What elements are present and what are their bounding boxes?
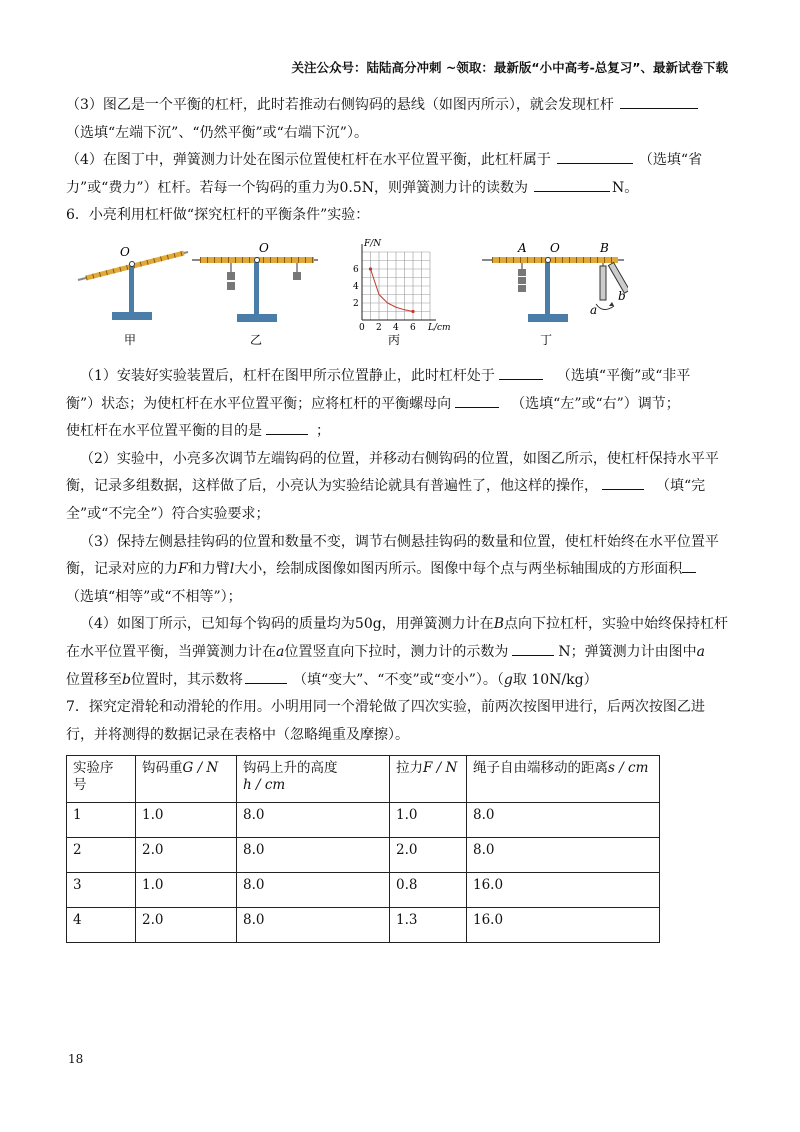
text: 衡”）状态；为使杠杆在水平位置平衡；应将杠杆的平衡螺母向 xyxy=(66,395,452,412)
table-cell: 8.0 xyxy=(467,803,660,838)
table-cell: 16.0 xyxy=(467,908,660,943)
table-cell: 8.0 xyxy=(237,908,390,943)
q7-title-line2: 行，并将测得的数据记录在表格中（忽略绳重及摩擦）。 xyxy=(66,726,409,743)
text: 衡，记录多组数据，这样做了后，小亮认为实验结论就具有普遍性了，他这样的操作， xyxy=(66,478,598,495)
text: 钩码重 xyxy=(142,760,183,777)
text: F / N xyxy=(423,760,458,777)
table-cell: 1.0 xyxy=(136,803,237,838)
text: ； xyxy=(316,423,330,440)
text: （选填“左”或“右”）调节； xyxy=(511,395,680,412)
table-cell: 8.0 xyxy=(467,838,660,873)
page-content xyxy=(66,92,738,943)
var-b: b xyxy=(122,671,131,688)
answer-blank[interactable] xyxy=(455,392,499,408)
text: 在水平位置平衡，当弹簧测力计在 xyxy=(66,643,276,660)
figure-label: 甲 xyxy=(124,332,137,347)
text: 绳子自由端移动的距离 xyxy=(473,760,608,777)
table-cell: 8.0 xyxy=(237,838,390,873)
text: 大小，绘制成图像如图丙所示。图像中每个点与两坐标轴围成的方形面积 xyxy=(234,561,683,578)
label-A: A xyxy=(518,240,527,255)
figure-label: 丙 xyxy=(388,332,401,347)
data-point xyxy=(411,310,414,313)
text: 实验序 xyxy=(73,760,114,777)
var-a: a xyxy=(276,643,285,660)
answer-blank[interactable] xyxy=(266,419,308,435)
answer-blank[interactable] xyxy=(620,93,698,109)
data-point xyxy=(369,267,372,270)
header-cell xyxy=(136,756,237,803)
table-cell: 2.0 xyxy=(136,908,237,943)
page-number: 18 xyxy=(68,1052,84,1066)
answer-blank[interactable] xyxy=(557,148,633,164)
figure-ding xyxy=(478,236,628,351)
q7-data-table xyxy=(66,755,660,943)
q6-part4-line3 xyxy=(66,667,738,695)
text: h / cm xyxy=(243,777,286,794)
table-row xyxy=(67,803,660,838)
table-header-row xyxy=(67,756,660,803)
q6-part3-line3: （选填“相等”或“不相等”）； xyxy=(66,588,242,605)
text: 位置时，其示数将 xyxy=(130,671,243,688)
text: N；弹簧测力计由图中 xyxy=(558,643,697,660)
curve-line xyxy=(371,269,414,312)
label-B: B xyxy=(600,240,609,255)
q6-part1-line2 xyxy=(66,391,738,419)
header-cell xyxy=(67,756,136,803)
x-tick-label: 0 xyxy=(359,322,365,333)
text: （4）如图丁所示，已知每个钩码的质量均为50g，用弹簧测力计在 xyxy=(80,616,494,633)
table-cell: 4 xyxy=(67,908,136,943)
text: （选填“平衡”或“非平 xyxy=(556,367,691,384)
q6-part1-line1 xyxy=(66,363,738,391)
text: N。 xyxy=(612,179,639,196)
table-cell: 1.0 xyxy=(390,803,467,838)
text: 力”或“费力”）杠杆。若每一个钩码的重力为0.5N，则弹簧测力计的读数为 xyxy=(66,179,528,196)
figure-bing-graph xyxy=(336,236,466,351)
text: （3）图乙是一个平衡的杠杆，此时若推动右侧钩码的悬线（如图丙所示），就会发现杠杆 xyxy=(66,97,614,113)
answer-blank[interactable] xyxy=(534,176,610,192)
text: 拉力 xyxy=(396,760,423,777)
text: 钩码上升的高度 xyxy=(243,760,338,777)
table-cell: 8.0 xyxy=(237,803,390,838)
text: （4）在图丁中，弹簧测力计处在图示位置使杠杆在水平位置平衡，此杠杆属于 xyxy=(66,152,551,169)
x-tick-label: 6 xyxy=(410,322,416,333)
var-g: g xyxy=(503,671,513,688)
text: s / cm xyxy=(608,760,649,777)
q6-part4-line2 xyxy=(66,639,738,667)
q6-part3-line2 xyxy=(66,556,738,584)
text: 衡，记录对应的力 xyxy=(66,561,178,578)
table-row xyxy=(67,908,660,943)
text: G / N xyxy=(182,760,219,777)
answer-blank[interactable] xyxy=(512,640,554,656)
q6-figures xyxy=(66,236,738,351)
table-cell: 3 xyxy=(67,873,136,908)
label-a: a xyxy=(590,302,598,317)
text: 号 xyxy=(73,777,87,794)
var-B: B xyxy=(493,616,504,633)
answer-blank[interactable] xyxy=(245,668,287,684)
table-row xyxy=(67,838,660,873)
text: 和力臂 xyxy=(187,561,230,578)
y-tick-label: 2 xyxy=(353,298,359,309)
table-row xyxy=(67,873,660,908)
q5-part3-line2: （选填“左端下沉”、“仍然平衡”或“右端下沉”）。 xyxy=(66,124,368,141)
label-O: O xyxy=(550,240,560,255)
q6-title: 6．小亮利用杠杆做“探究杠杆的平衡条件”实验： xyxy=(66,207,370,224)
table-cell: 8.0 xyxy=(237,873,390,908)
table-cell: 0.8 xyxy=(390,873,467,908)
text: （填“完 xyxy=(656,478,706,495)
q5-part4-line2 xyxy=(66,175,738,203)
text: （1）安装好实验装置后，杠杆在图甲所示位置静止，此时杠杆处于 xyxy=(80,367,495,384)
table-cell: 1.3 xyxy=(390,908,467,943)
table-cell: 2.0 xyxy=(390,838,467,873)
x-tick-label: 4 xyxy=(393,322,399,333)
q6-part1-line3 xyxy=(66,418,738,446)
header-cell xyxy=(467,756,660,803)
var-a: a xyxy=(696,643,705,660)
text: 位置移至 xyxy=(66,671,122,688)
figure-yi xyxy=(190,236,320,351)
text: 使杠杆在水平位置平衡的目的是 xyxy=(66,423,262,440)
answer-blank[interactable] xyxy=(499,364,543,380)
q5-part4-line1 xyxy=(66,147,738,175)
x-axis-label: L/cm xyxy=(428,322,451,333)
q5-part3-line1 xyxy=(66,92,738,120)
x-tick-label: 2 xyxy=(376,322,382,333)
q6-part2-line1: （2）实验中，小亮多次调节左端钩码的位置，并移动右侧钩码的位置，如图乙所示，使杠杆保持水平平 xyxy=(80,450,719,467)
figure-label: 丁 xyxy=(540,332,553,347)
answer-blank[interactable] xyxy=(682,557,696,573)
q6-part2-line2 xyxy=(66,473,738,501)
text: （填“变大”、“不变”或“变小”）。（ xyxy=(292,671,504,688)
table-cell: 2 xyxy=(67,838,136,873)
figure-label: 乙 xyxy=(250,332,263,347)
label-O: O xyxy=(120,244,130,259)
table-cell: 2.0 xyxy=(136,838,237,873)
text: 点向下拉杠杆，实验中始终保持杠杆 xyxy=(503,616,728,633)
text: 取 10N/kg） xyxy=(512,671,598,688)
header-cell xyxy=(237,756,390,803)
text: 位置竖直向下拉时，测力计的示数为 xyxy=(284,643,509,660)
table-cell: 1 xyxy=(67,803,136,838)
var-F: F xyxy=(178,561,188,578)
page-header: 关注公众号：陆陆高分冲刺 ~领取：最新版“小中高考-总复习”、最新试卷下载 xyxy=(291,60,728,75)
q6-part3-line1: （3）保持左侧悬挂钩码的位置和数量不变，调节右侧悬挂钩码的数量和位置，使杠杆始终在水平位置平 xyxy=(80,533,719,550)
label-b: b xyxy=(618,288,626,303)
text: （选填“省 xyxy=(638,152,703,169)
table-cell: 16.0 xyxy=(467,873,660,908)
q6-part2-line3: 全”或“不完全”）符合实验要求； xyxy=(66,505,270,522)
header-cell xyxy=(390,756,467,803)
var-l: l xyxy=(229,561,235,578)
figure-jia xyxy=(72,236,192,351)
y-axis-label: F/N xyxy=(364,238,382,249)
table-cell: 1.0 xyxy=(136,873,237,908)
y-tick-label: 4 xyxy=(353,281,359,292)
label-O: O xyxy=(259,240,269,255)
q7-title: 7．探究定滑轮和动滑轮的作用。小明用同一个滑轮做了四次实验，前两次按图甲进行，后两次按图乙进 xyxy=(66,699,705,716)
q6-part4-line1 xyxy=(66,611,738,639)
answer-blank[interactable] xyxy=(602,474,644,490)
y-tick-label: 6 xyxy=(353,264,359,275)
